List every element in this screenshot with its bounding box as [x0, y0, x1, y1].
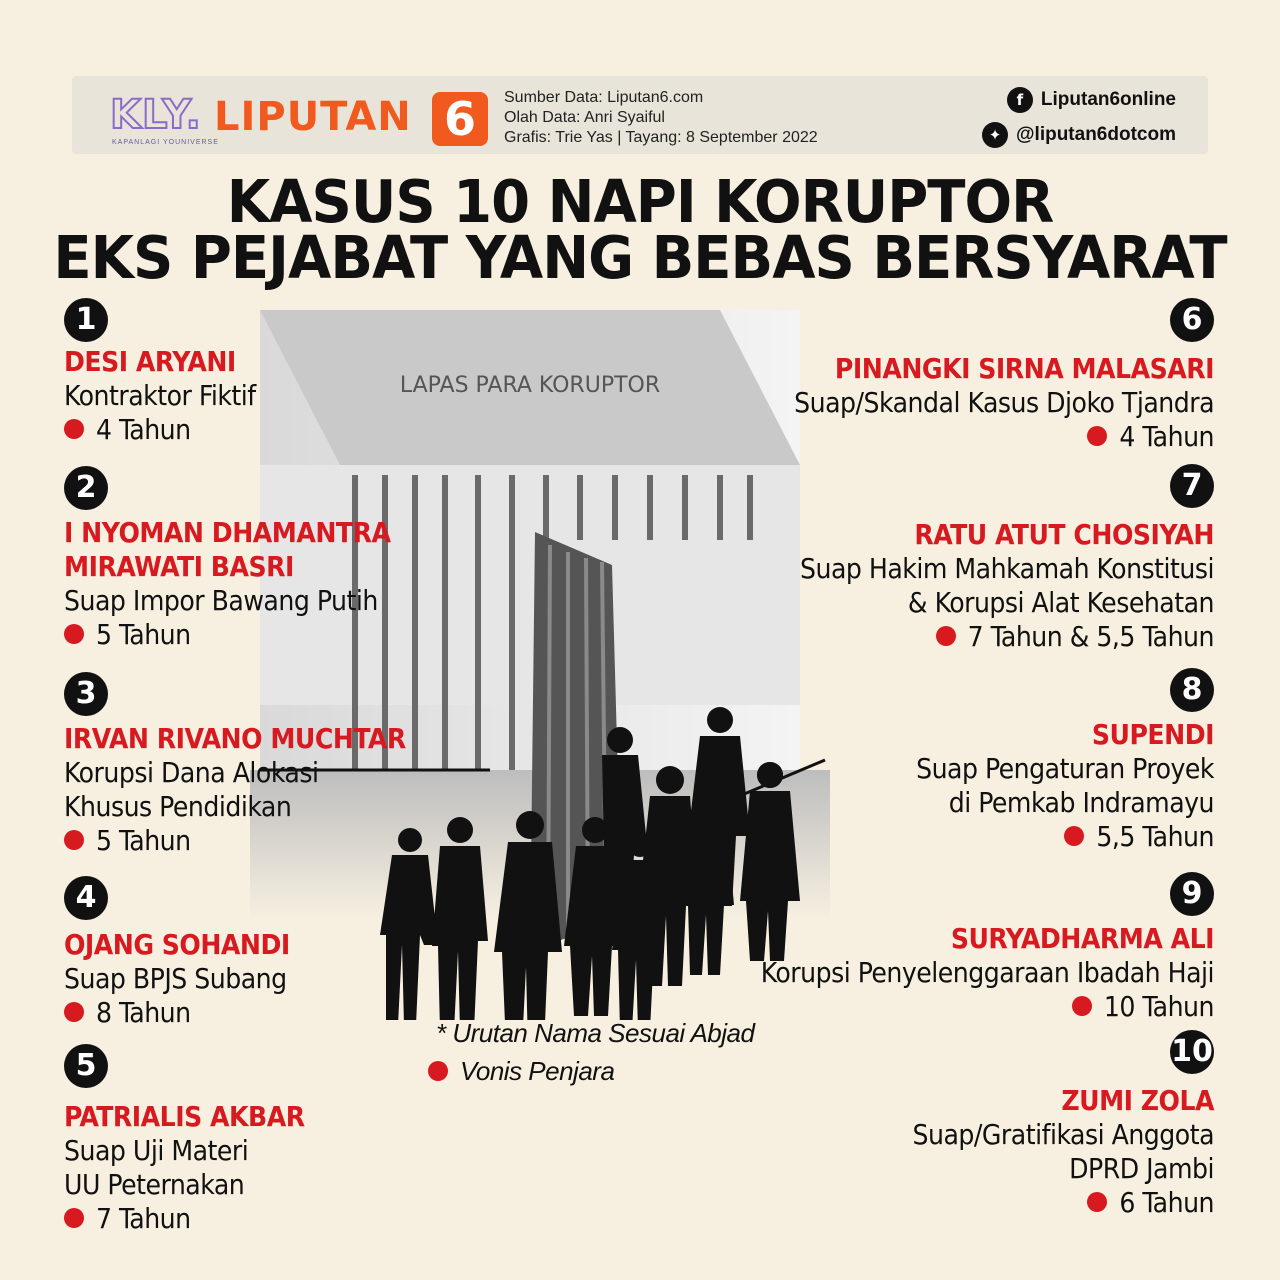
entry-case: Suap BPJS Subang	[64, 962, 287, 995]
entry-name: MIRAWATI BASRI	[64, 550, 294, 583]
entry-case: Suap Uji Materi	[64, 1134, 249, 1167]
kly-logo: KLY.	[110, 92, 202, 138]
entry-name: PINANGKI SIRNA MALASARI	[834, 352, 1214, 385]
prison-illustration	[250, 300, 830, 1020]
entry-case: Suap Hakim Mahkamah Konstitusi	[800, 552, 1214, 585]
entry-name: DESI ARYANI	[64, 345, 236, 378]
sentence-dot-icon	[64, 1208, 84, 1228]
entry-case: Suap Pengaturan Proyek	[916, 752, 1214, 785]
entry-sentence	[916, 820, 1214, 854]
entry-sentence	[64, 1202, 305, 1236]
entry-name: I NYOMAN DHAMANTRA	[64, 516, 391, 549]
sentence-text: 4 Tahun	[1119, 420, 1214, 453]
title-line-1: KASUS 10 NAPI KORUPTOR	[226, 168, 1054, 237]
twitter-handle[interactable]	[982, 122, 1176, 148]
entry-sentence	[64, 413, 256, 447]
entry-name: RATU ATUT CHOSIYAH	[914, 518, 1214, 551]
entry-case: Kontraktor Fiktif	[64, 379, 256, 412]
sentence-text: 5 Tahun	[96, 618, 191, 651]
sentence-text: 8 Tahun	[96, 996, 191, 1029]
sentence-dot-icon	[64, 1002, 84, 1022]
entry-6	[794, 352, 1214, 454]
sentence-dot-icon	[1087, 426, 1107, 446]
entry-case: Korupsi Dana Alokasi	[64, 756, 319, 789]
sentence-text: 7 Tahun & 5,5 Tahun	[967, 620, 1214, 653]
entry-number: 7	[1170, 464, 1214, 508]
entry-sentence	[913, 1186, 1214, 1220]
twitter-handle-text: @liputan6dotcom	[1016, 124, 1176, 146]
sentence-text: 4 Tahun	[96, 413, 191, 446]
liputan-logo-number: 6	[432, 92, 488, 146]
entry-sentence	[64, 996, 290, 1030]
prison-sign: LAPAS PARA KORUPTOR	[399, 373, 661, 398]
order-note: * Urutan Nama Sesuai Abjad	[436, 1018, 755, 1048]
entry-sentence	[800, 620, 1214, 654]
sentence-text: 10 Tahun	[1103, 990, 1214, 1023]
sentence-dot-icon	[1064, 826, 1084, 846]
legend-dot-icon	[428, 1061, 448, 1081]
entry-name: PATRIALIS AKBAR	[64, 1100, 305, 1133]
entry-case: Khusus Pendidikan	[64, 790, 292, 823]
entry-name: ZUMI ZOLA	[1061, 1084, 1214, 1117]
entry-number: 4	[64, 876, 108, 920]
entry-case: DPRD Jambi	[1069, 1152, 1214, 1185]
entry-number: 10	[1170, 1030, 1214, 1074]
source-credit: Sumber Data: Liputan6.com	[504, 89, 704, 106]
liputan-logo-text: LIPUTAN	[214, 94, 412, 140]
sentence-dot-icon	[64, 624, 84, 644]
entry-number: 3	[64, 672, 108, 716]
entry-name: IRVAN RIVANO MUCHTAR	[64, 722, 406, 755]
entry-case: Suap/Gratifikasi Anggota	[912, 1118, 1214, 1151]
sentence-text: 7 Tahun	[96, 1202, 191, 1235]
legend-text: Vonis Penjara	[460, 1056, 615, 1086]
entry-case: di Pemkab Indramayu	[948, 786, 1214, 819]
data-credit: Olah Data: Anri Syaiful	[504, 109, 665, 126]
entry-2	[64, 516, 391, 652]
entry-name: SUPENDI	[1091, 718, 1214, 751]
entry-number: 1	[64, 298, 108, 342]
entry-1	[64, 345, 256, 447]
sentence-text: 5,5 Tahun	[1096, 820, 1214, 853]
sentence-dot-icon	[64, 830, 84, 850]
facebook-handle[interactable]	[1007, 87, 1176, 113]
entry-case: Suap Impor Bawang Putih	[64, 584, 378, 617]
entry-7	[800, 518, 1214, 654]
entry-name: SURYADHARMA ALI	[950, 922, 1214, 955]
entry-sentence	[761, 990, 1214, 1024]
sentence-text: 6 Tahun	[1119, 1186, 1214, 1219]
entry-number: 2	[64, 466, 108, 510]
entry-number: 9	[1170, 872, 1214, 916]
entry-name: OJANG SOHANDI	[64, 928, 290, 961]
entry-number: 5	[64, 1044, 108, 1088]
twitter-icon: ✦	[982, 122, 1008, 148]
legend-note	[428, 1056, 614, 1087]
sentence-dot-icon	[1087, 1192, 1107, 1212]
credits	[504, 88, 818, 148]
entry-8	[916, 718, 1214, 854]
entry-sentence	[794, 420, 1214, 454]
entry-case: & Korupsi Alat Kesehatan	[907, 586, 1214, 619]
facebook-handle-text: Liputan6online	[1040, 89, 1176, 111]
entry-10	[913, 1084, 1214, 1220]
entry-5	[64, 1100, 305, 1236]
title-line-2: EKS PEJABAT YANG BEBAS BERSYARAT	[53, 224, 1227, 293]
kly-logo-subtitle: KAPANLAGI YOUNIVERSE	[112, 139, 219, 146]
graphic-credit: Grafis: Trie Yas | Tayang: 8 September 2022	[504, 129, 818, 146]
entry-sentence	[64, 824, 406, 858]
facebook-icon: f	[1007, 87, 1033, 113]
entry-number: 6	[1170, 298, 1214, 342]
entry-4	[64, 928, 290, 1030]
entry-number: 8	[1170, 668, 1214, 712]
sentence-text: 5 Tahun	[96, 824, 191, 857]
sentence-dot-icon	[64, 419, 84, 439]
entry-9	[761, 922, 1214, 1024]
entry-sentence	[64, 618, 391, 652]
entry-case: UU Peternakan	[64, 1168, 245, 1201]
entry-case: Korupsi Penyelenggaraan Ibadah Haji	[760, 956, 1214, 989]
entry-case: Suap/Skandal Kasus Djoko Tjandra	[794, 386, 1214, 419]
entry-3	[64, 722, 406, 858]
sentence-dot-icon	[936, 626, 956, 646]
sentence-dot-icon	[1072, 996, 1092, 1016]
